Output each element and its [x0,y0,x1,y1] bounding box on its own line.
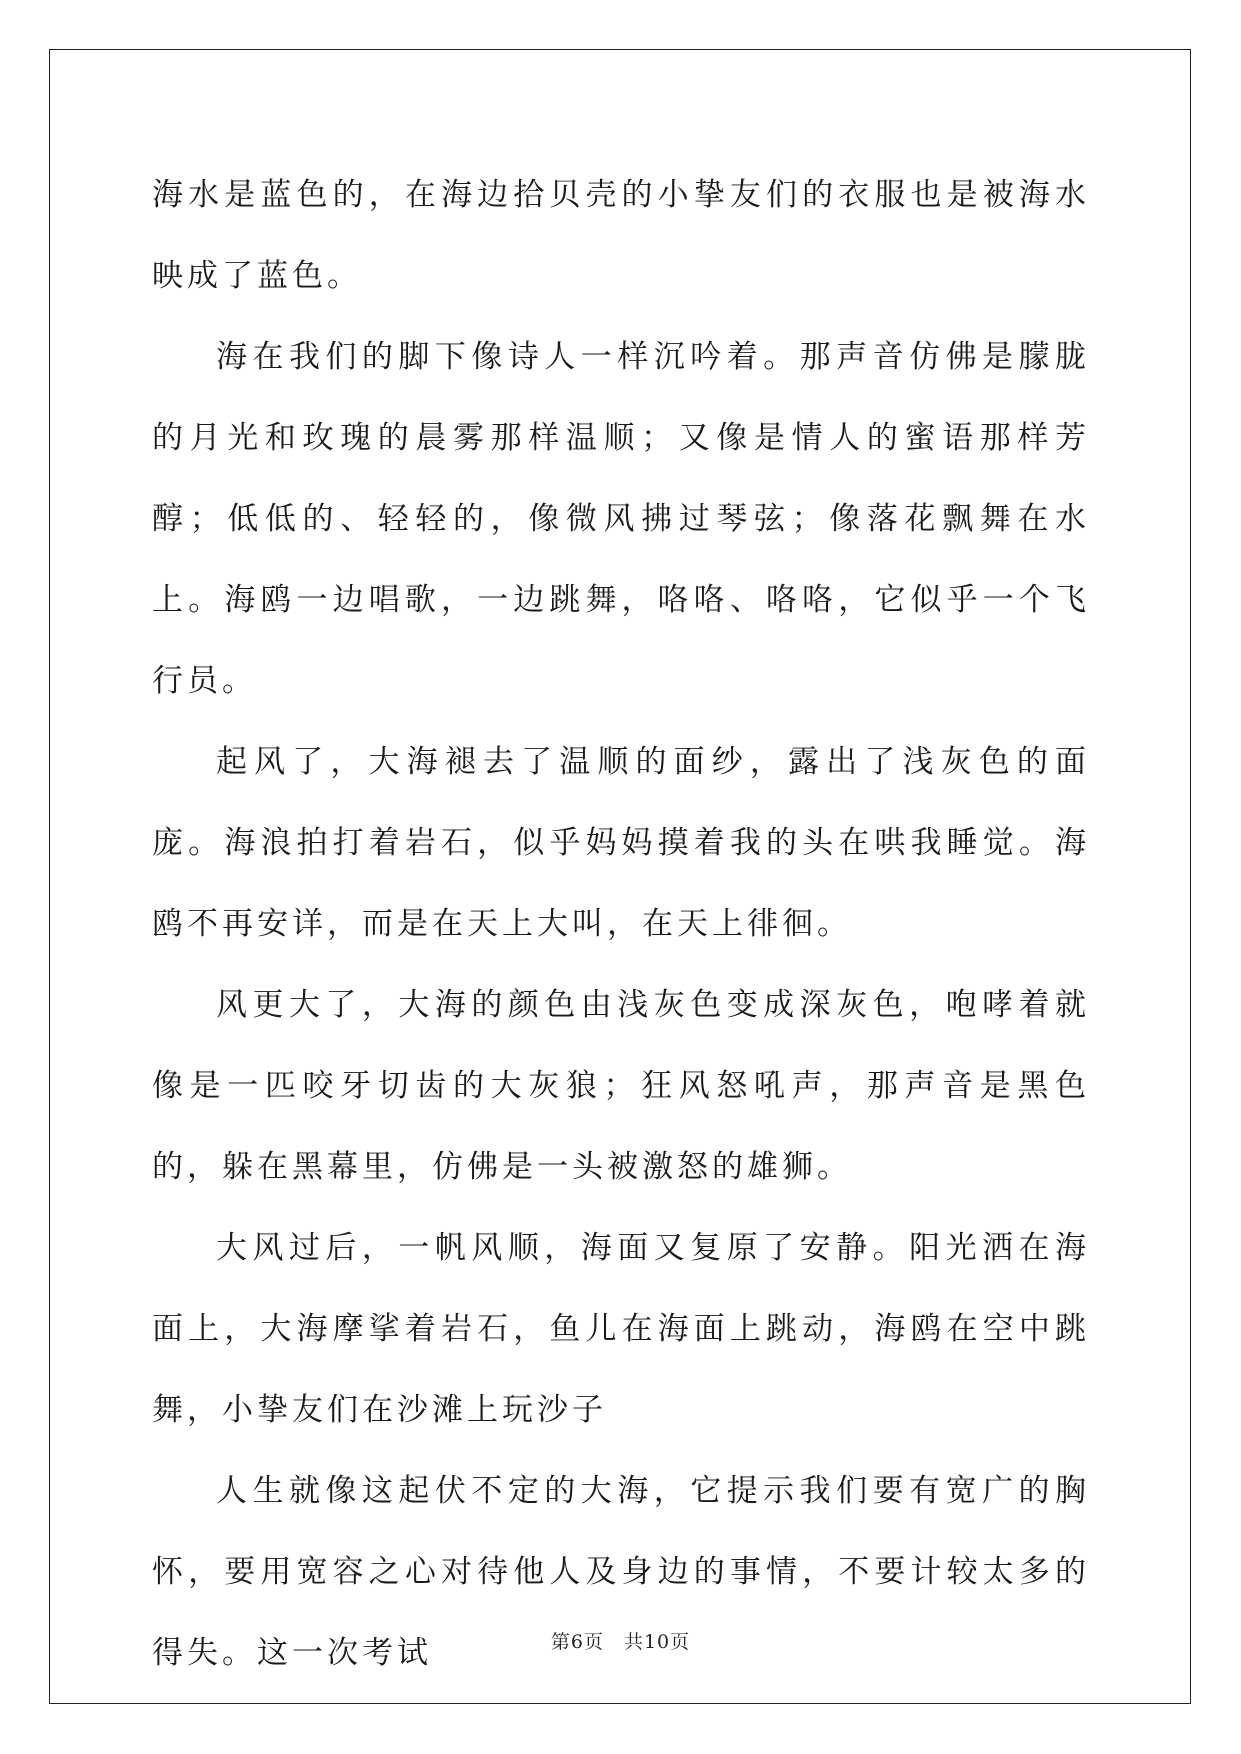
paragraph: 海水是蓝色的，在海边拾贝壳的小挚友们的衣服也是被海水映成了蓝色。 [152,177,1090,294]
paragraph: 风更大了，大海的颜色由浅灰色变成深灰色，咆哮着就像是一匹咬牙切齿的大灰狼；狂风怒吼声，那声音是黑色的，躲在黑幕里，仿佛是一头被激怒的雄狮。 [152,987,1090,1185]
page-number-footer: 第6页 共10页 [550,1631,691,1653]
paragraph: 海在我们的脚下像诗人一样沉吟着。那声音仿佛是朦胧的月光和玫瑰的晨雾那样温顺；又像是情人的蜜语那样芳醇；低低的、轻轻的，像微风拂过琴弦；像落花飘舞在水上。海鸥一边唱歌，一边跳舞，咯咯、咯咯，它似乎一个飞行员。 [152,339,1090,699]
paragraph: 大风过后，一帆风顺，海面又复原了安静。阳光洒在海面上，大海摩挲着岩石，鱼儿在海面上跳动，海鸥在空中跳舞，小挚友们在沙滩上玩沙子 [152,1230,1090,1428]
document-body [152,155,1090,1694]
paragraph: 人生就像这起伏不定的大海，它提示我们要有宽广的胸怀，要用宽容之心对待他人及身边的事情，不要计较太多的得失。这一次考试 [152,1473,1090,1671]
paragraph: 起风了，大海褪去了温顺的面纱，露出了浅灰色的面庞。海浪拍打着岩石，似乎妈妈摸着我的头在哄我睡觉。海鸥不再安详，而是在天上大叫，在天上徘徊。 [152,744,1090,942]
